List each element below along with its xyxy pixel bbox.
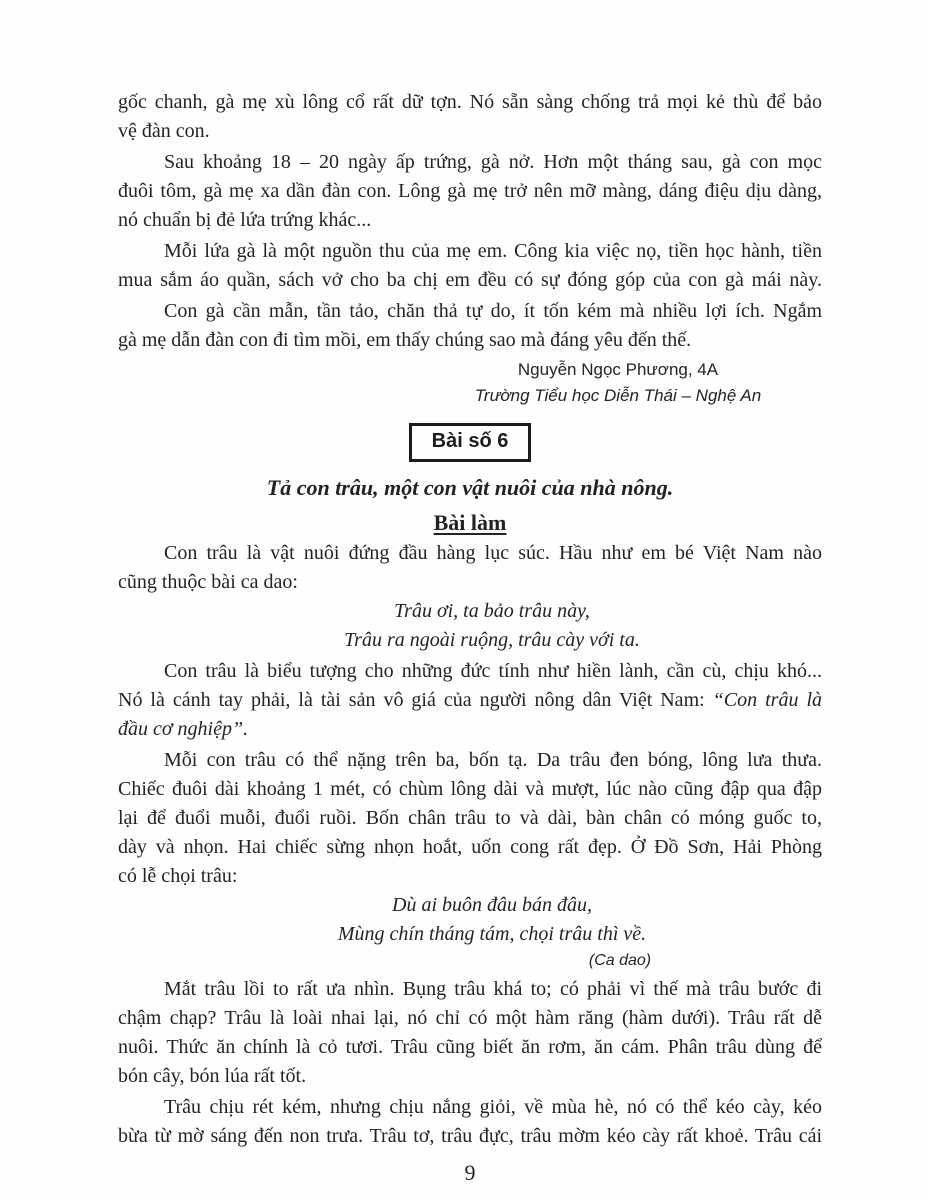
poem-line: Mùng chín tháng tám, chọi trâu thì về. [337,923,647,945]
paragraph-buffalo-features [118,975,822,1091]
body-text-line: chậm chạp? Trâu là loài nhai lại, nó chỉ có một hàm răng (hàm dưới). Trâu rất dễ [118,1007,822,1029]
body-text-line: Con trâu là biểu tượng cho những đức tính như hiền lành, cần cù, chịu khó... [164,660,822,682]
essay-signature [118,357,822,409]
body-text-line: Con gà cần mẫn, tần tảo, chăn thả tự do, ít tốn kém mà nhiều lợi ích. Ngắm [164,300,822,322]
paragraph-hen-closing [118,297,822,355]
paragraph-buffalo-body [118,746,822,891]
body-text-line: lại để đuổi muỗi, đuổi ruồi. Bốn chân trâu to và dài, bàn chân có móng guốc to, [118,807,822,829]
body-text-line: Chiếc đuôi dài khoảng 1 mét, có chùm lông dài và mượt, lúc nào cũng đập qua đập [118,778,822,800]
essay-heading-container [118,508,822,537]
body-text-line: nuôi. Thức ăn chính là cỏ tươi. Trâu cũng biết ăn rơm, ăn cám. Phân trâu dùng để [118,1036,822,1058]
body-text-line: Trâu chịu rét kém, nhưng chịu nắng giỏi, về mùa hè, nó có thể kéo cày, kéo [164,1096,822,1118]
body-text-line: mua sắm áo quần, sách vở cho ba chị em đều có sự đóng góp của con gà mái này. [118,269,822,291]
body-text-line: dày và nhọn. Hai chiếc sừng nhọn hoắt, uốn cong rất đẹp. Ở Đồ Sơn, Hải Phòng [118,836,822,858]
body-text-line: Mỗi lứa gà là một nguồn thu của mẹ em. Công kia việc nọ, tiền học hành, tiền [164,240,822,262]
paragraph-hen-defend [118,88,822,146]
body-text-line: bón cây, bón lúa rất tốt. [118,1065,307,1087]
body-text-line: nó chuẩn bị đẻ lứa trứng khác... [118,209,372,231]
body-text-line: Con trâu là vật nuôi đứng đầu hàng lục súc. Hầu như em bé Việt Nam nào [164,542,822,564]
body-text-line: đuôi tôm, gà mẹ xa dần đàn con. Lông gà mẹ trở nên mỡ màng, dáng điệu dịu dàng, [118,180,822,202]
folk-poem-1 [118,597,822,655]
poem-attribution: (Ca dao) [588,952,652,969]
folk-poem-2 [118,891,822,949]
body-text-line: đầu cơ nghiệp”. [118,718,249,740]
poem-line: Trâu ra ngoài ruộng, trâu cày với ta. [344,629,640,651]
author-name: Nguyễn Ngọc Phương, 4A [517,360,719,379]
body-text-line: gà mẹ dẫn đàn con đi tìm mồi, em thấy chúng sao mà đáng yêu đến thế. [118,329,692,351]
body-text-line: Mắt trâu lồi to rất ưa nhìn. Bụng trâu khá to; có phải vì thế mà trâu bước đi [164,978,822,1000]
poem-line: Trâu ơi, ta bảo trâu này, [394,600,590,622]
body-text-line: cũng thuộc bài ca dao: [118,571,298,593]
school-name: Trường Tiểu học Diễn Thái – Nghệ An [474,386,762,405]
body-text-line: vệ đàn con. [118,120,210,142]
essay-heading: Bài làm [433,510,507,535]
body-text-line: gốc chanh, gà mẹ xù lông cổ rất dữ tợn. Nó sẵn sàng chống trả mọi kẻ thù để bảo [118,91,822,113]
body-text-line: Sau khoảng 18 – 20 ngày ấp trứng, gà nở. Hơn một tháng sau, gà con mọc [164,151,822,173]
paragraph-hen-income [118,237,822,295]
essay-prompt-title: Tả con trâu, một con vật nuôi của nhà nông. [266,475,674,500]
body-text-line: bừa từ mờ sáng đến non trưa. Trâu tơ, trâu đực, trâu mờm kéo cày rất khoẻ. Trâu cái [118,1125,822,1147]
quoted-text-segment: “Con trâu là [712,689,822,711]
page-number: 9 [464,1160,476,1185]
paragraph-buffalo-work [118,1093,822,1151]
body-text-line [118,686,822,715]
paragraph-hen-hatch [118,148,822,235]
body-text-line: Mỗi con trâu có thể nặng trên ba, bốn tạ. Da trâu đen bóng, lông lưa thưa. [164,749,822,771]
poem-line: Dù ai buôn đâu bán đâu, [392,894,592,916]
lesson-box-container [118,423,822,462]
text-column [118,0,822,1187]
paragraph-buffalo-intro [118,539,822,597]
text-segment: Nó là cánh tay phải, là tài sản vô giá của người nông dân Việt Nam: [118,689,713,711]
lesson-number-box: Bài số 6 [409,423,532,462]
body-text-line: có lễ chọi trâu: [118,865,238,887]
paragraph-buffalo-symbol [118,657,822,744]
